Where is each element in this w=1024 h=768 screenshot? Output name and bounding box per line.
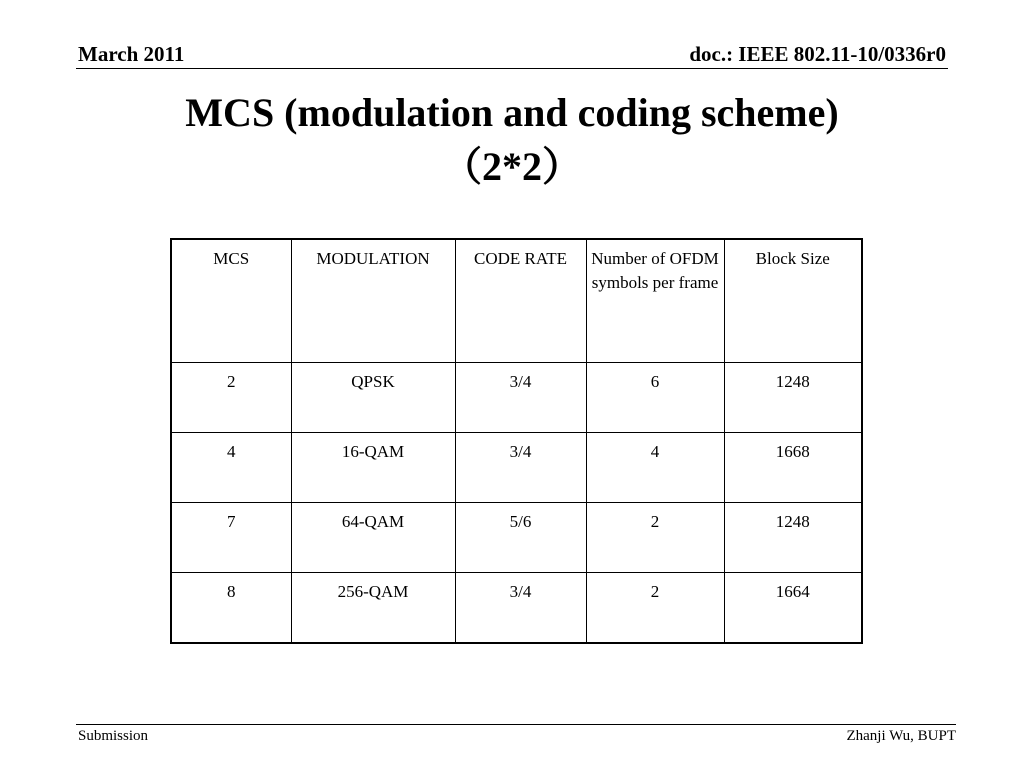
table-cell: 8 [171, 573, 291, 644]
table-row [171, 363, 862, 433]
slide-title [0, 86, 1024, 194]
table-header-cell: Block Size [724, 239, 862, 363]
slide-title-line-1: MCS (modulation and coding scheme) [185, 90, 839, 135]
table-cell: 3/4 [455, 573, 586, 644]
table-cell: 64-QAM [291, 503, 455, 573]
table-cell: 256-QAM [291, 573, 455, 644]
table-header-cell: CODE RATE [455, 239, 586, 363]
table-cell: 4 [586, 433, 724, 503]
table-cell: 6 [586, 363, 724, 433]
table-cell: 1668 [724, 433, 862, 503]
mcs-table [170, 238, 863, 644]
footer-submission: Submission [78, 728, 149, 744]
table-cell: 5/6 [455, 503, 586, 573]
table-cell: 3/4 [455, 433, 586, 503]
footer-divider [76, 724, 956, 725]
table-header-cell: MODULATION [291, 239, 455, 363]
header-divider [76, 68, 948, 69]
table-cell: 2 [171, 363, 291, 433]
table-cell: 16-QAM [291, 433, 455, 503]
table-row [171, 573, 862, 644]
table-cell: 7 [171, 503, 291, 573]
table-header-cell: MCS [171, 239, 291, 363]
table-cell: 1664 [724, 573, 862, 644]
table-cell: 3/4 [455, 363, 586, 433]
slide-title-line-2: （2*2） [442, 144, 582, 189]
table-cell: 2 [586, 573, 724, 644]
table-cell: QPSK [291, 363, 455, 433]
table-row [171, 433, 862, 503]
table-row [171, 503, 862, 573]
table-header-row [171, 239, 862, 363]
table-cell: 1248 [724, 503, 862, 573]
table-cell: 2 [586, 503, 724, 573]
table-header-cell: Number of OFDM symbols per frame [586, 239, 724, 363]
header-doc-id: doc.: IEEE 802.11-10/0336r0 [689, 42, 946, 66]
footer-author: Zhanji Wu, BUPT [846, 728, 956, 744]
header-date: March 2011 [78, 42, 185, 66]
table-cell: 1248 [724, 363, 862, 433]
table-cell: 4 [171, 433, 291, 503]
